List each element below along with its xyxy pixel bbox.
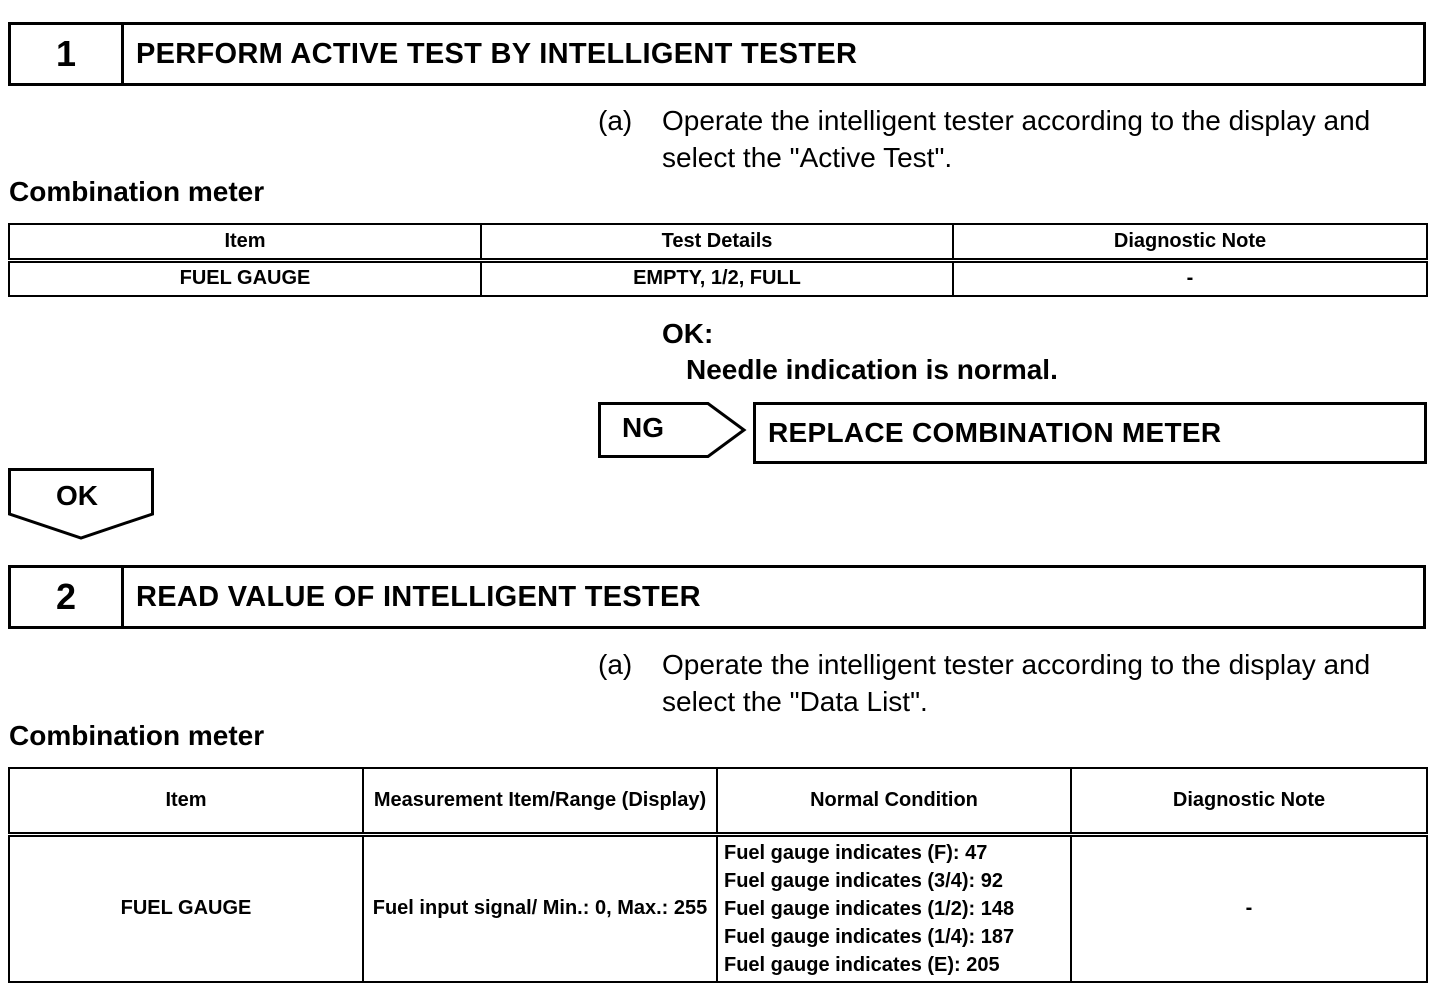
ng-label: NG bbox=[622, 412, 664, 443]
table-header-row bbox=[9, 224, 1427, 260]
cell-diagnostic-note: - bbox=[953, 260, 1427, 296]
active-test-table bbox=[8, 223, 1428, 297]
header-item: Item bbox=[9, 224, 481, 260]
cell-measurement: Fuel input signal/ Min.: 0, Max.: 255 bbox=[363, 834, 717, 982]
step-2-instruction-text: Operate the intelligent tester according to the display and select the "Data List". bbox=[662, 649, 1371, 717]
list-item: Fuel gauge indicates (F): 47 bbox=[724, 841, 988, 864]
step-2-section-title: Combination meter bbox=[9, 720, 265, 751]
step-2-header bbox=[8, 565, 1426, 629]
header-diagnostic-note: Diagnostic Note bbox=[953, 224, 1427, 260]
step-1-instruction-label: (a) bbox=[598, 105, 633, 136]
ok-label: OK bbox=[56, 480, 98, 511]
normal-condition-list bbox=[724, 839, 1064, 979]
header-measurement: Measurement Item/Range (Display) bbox=[363, 768, 717, 834]
ng-arrow-icon bbox=[598, 402, 748, 458]
list-item: Fuel gauge indicates (1/4): 187 bbox=[724, 925, 1015, 948]
ok-criteria: Needle indication is normal. bbox=[686, 354, 1058, 385]
step-2-title: READ VALUE OF INTELLIGENT TESTER bbox=[136, 580, 701, 613]
cell-item: FUEL GAUGE bbox=[9, 260, 481, 296]
step-1-header bbox=[8, 22, 1426, 86]
header-item: Item bbox=[9, 768, 363, 834]
table-row bbox=[9, 260, 1427, 296]
step-1-section-title: Combination meter bbox=[9, 176, 265, 207]
cell-test-details: EMPTY, 1/2, FULL bbox=[481, 260, 953, 296]
data-list-table bbox=[8, 767, 1428, 983]
cell-item: FUEL GAUGE bbox=[9, 834, 363, 982]
cell-normal-condition bbox=[717, 834, 1071, 982]
table-row bbox=[9, 834, 1427, 982]
step-1-number: 1 bbox=[11, 25, 124, 83]
step-2-instruction-label: (a) bbox=[598, 649, 633, 680]
ng-action-box: REPLACE COMBINATION METER bbox=[753, 402, 1427, 464]
ok-heading: OK: bbox=[662, 318, 714, 349]
header-normal-condition: Normal Condition bbox=[717, 768, 1071, 834]
list-item: Fuel gauge indicates (3/4): 92 bbox=[724, 869, 1003, 892]
list-item: Fuel gauge indicates (1/2): 148 bbox=[724, 897, 1015, 920]
step-1-instruction-text: Operate the intelligent tester according to the display and select the "Active Test". bbox=[662, 105, 1371, 173]
list-item: Fuel gauge indicates (E): 205 bbox=[724, 953, 1000, 976]
step-2-number: 2 bbox=[11, 568, 124, 626]
header-diagnostic-note: Diagnostic Note bbox=[1071, 768, 1427, 834]
header-test-details: Test Details bbox=[481, 224, 953, 260]
cell-diagnostic-note: - bbox=[1071, 834, 1427, 982]
table-header-row bbox=[9, 768, 1427, 834]
step-1-title: PERFORM ACTIVE TEST BY INTELLIGENT TESTER bbox=[136, 37, 858, 70]
